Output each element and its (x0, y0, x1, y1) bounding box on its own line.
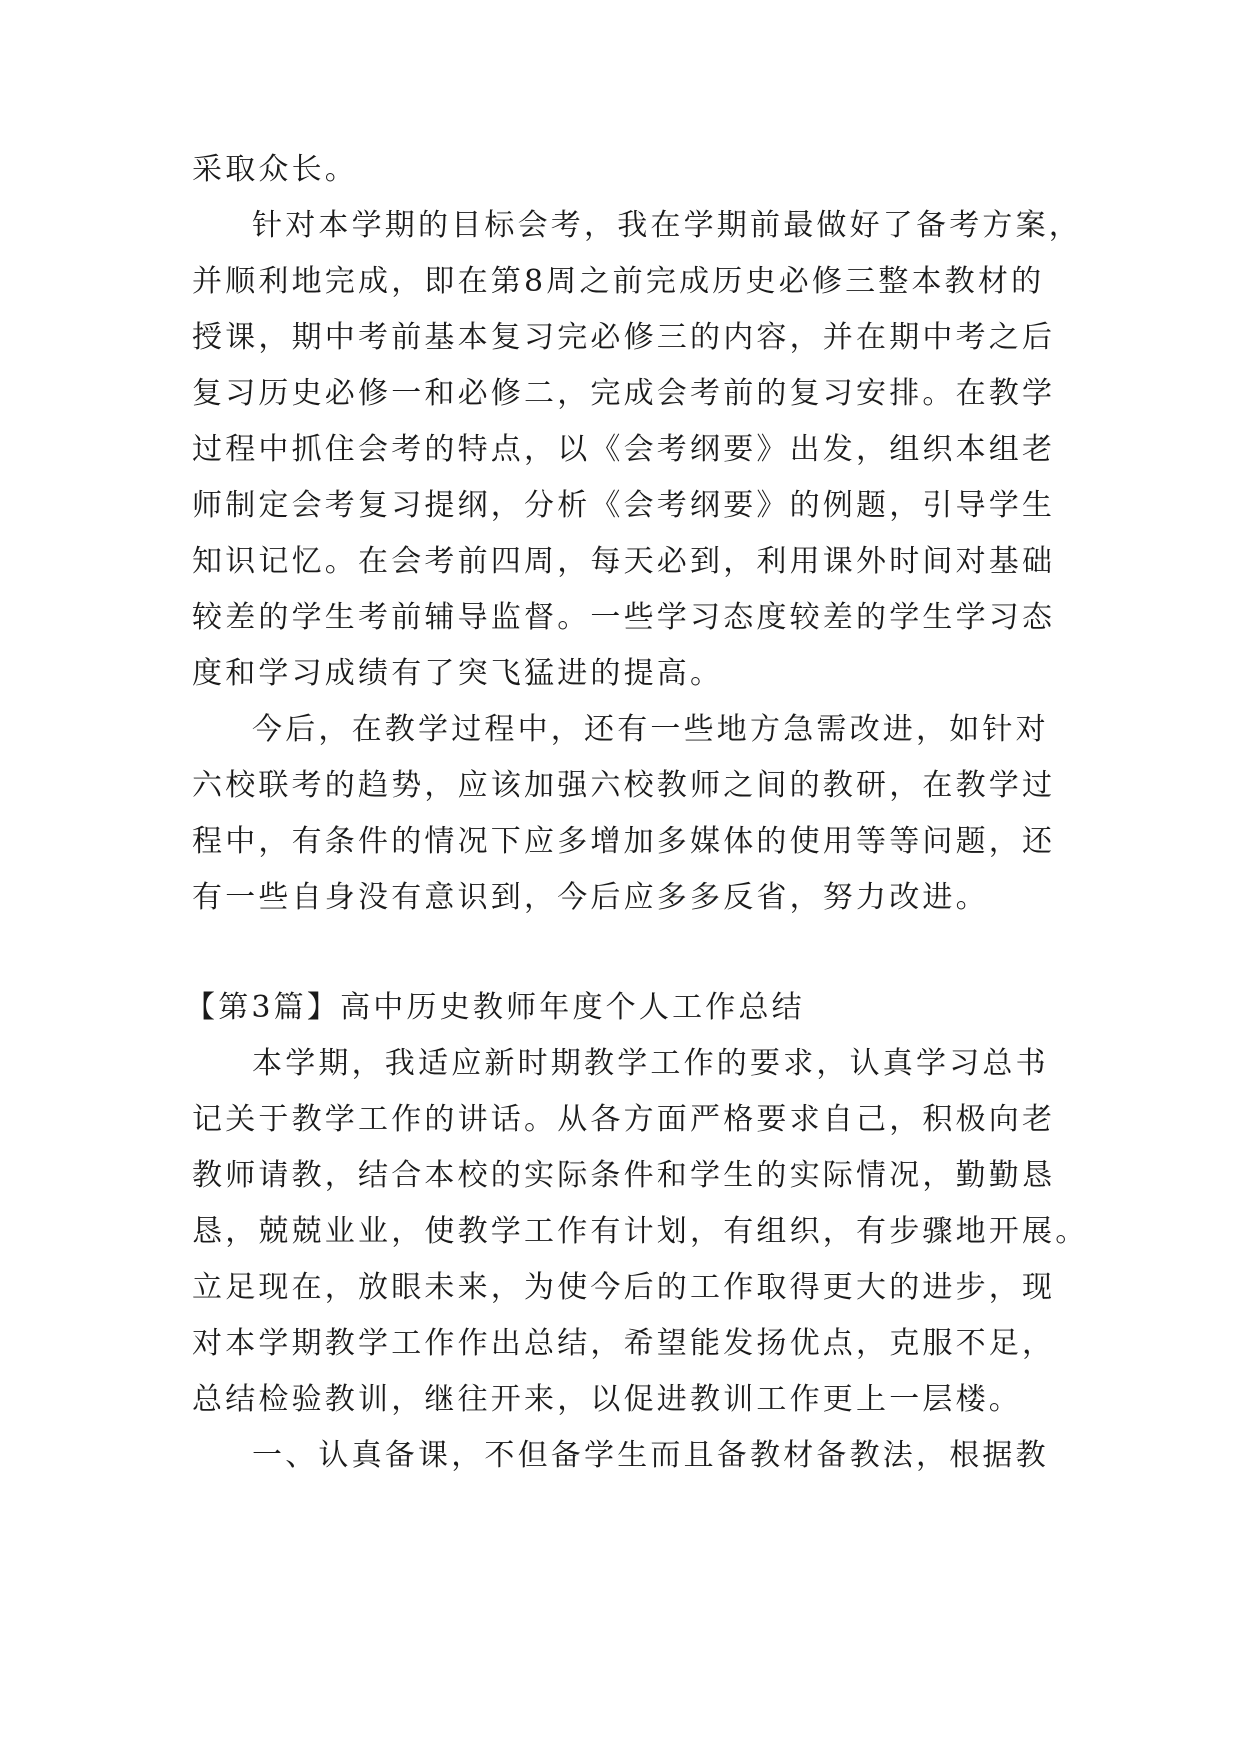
text-line: 记关于教学工作的讲话。从各方面严格要求自己，积极向老 (192, 1102, 1056, 1137)
paragraph-start-line: 本学期，我适应新时期教学工作的要求，认真学习总书 (252, 1046, 1049, 1081)
text-line: 授课，期中考前基本复习完必修三的内容，并在期中考之后 (192, 320, 1056, 355)
text-line: 对本学期教学工作作出总结，希望能发扬优点，克服不足， (192, 1326, 1056, 1361)
paragraph-start-line: 一、认真备课，不但备学生而且备教材备教法，根据教 (252, 1438, 1049, 1473)
text-line: 教师请教，结合本校的实际条件和学生的实际情况，勤勤恳 (192, 1158, 1056, 1193)
section-heading: 【第3篇】高中历史教师年度个人工作总结 (185, 990, 805, 1025)
text-line: 立足现在，放眼未来，为使今后的工作取得更大的进步，现 (192, 1270, 1056, 1305)
text-line: 程中，有条件的情况下应多增加多媒体的使用等等问题，还 (192, 824, 1056, 859)
text-line: 并顺利地完成，即在第8周之前完成历史必修三整本教材的 (192, 264, 1045, 299)
text-line: 较差的学生考前辅导监督。一些学习态度较差的学生学习态 (192, 600, 1056, 635)
text-line: 恳，兢兢业业，使教学工作有计划，有组织，有步骤地开展。 (192, 1214, 1089, 1249)
paragraph-start-line: 今后，在教学过程中，还有一些地方急需改进，如针对 (252, 712, 1049, 747)
text-line: 总结检验教训，继往开来，以促进教训工作更上一层楼。 (192, 1382, 1022, 1417)
text-line: 复习历史必修一和必修二，完成会考前的复习安排。在教学 (192, 376, 1056, 411)
text-line: 六校联考的趋势，应该加强六校教师之间的教研，在教学过 (192, 768, 1056, 803)
text-line: 知识记忆。在会考前四周，每天必到，利用课外时间对基础 (192, 544, 1056, 579)
paragraph-start-line: 针对本学期的目标会考，我在学期前最做好了备考方案， (252, 208, 1082, 243)
text-line: 过程中抓住会考的特点，以《会考纲要》出发，组织本组老 (192, 432, 1056, 467)
text-line: 师制定会考复习提纲，分析《会考纲要》的例题，引导学生 (192, 488, 1056, 523)
text-line: 度和学习成绩有了突飞猛进的提高。 (192, 656, 724, 691)
text-line: 有一些自身没有意识到，今后应多多反省，努力改进。 (192, 880, 989, 915)
text-line: 采取众长。 (192, 152, 358, 187)
